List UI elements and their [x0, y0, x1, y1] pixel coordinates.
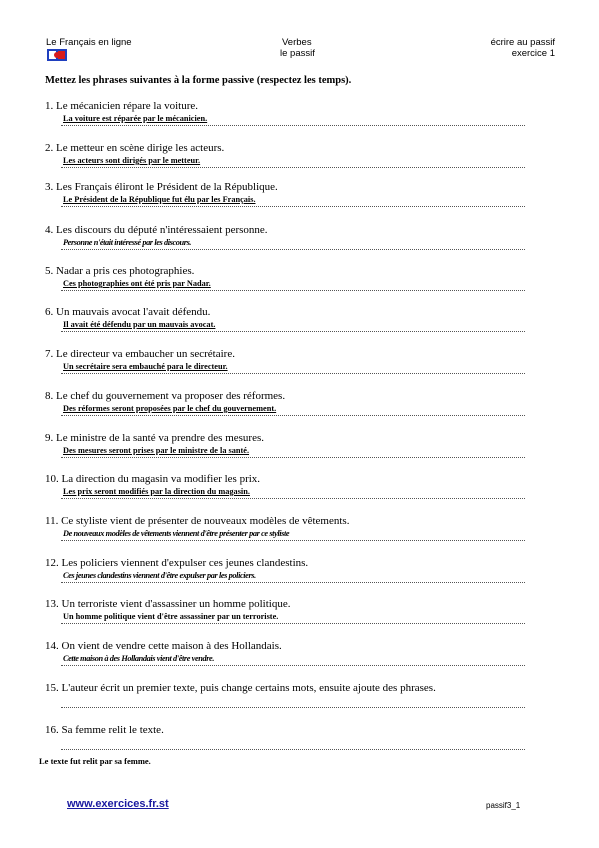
answer-line	[61, 457, 525, 458]
site-name: Le Français en ligne	[46, 37, 132, 48]
question-text: 11. Ce styliste vient de présenter de nouveaux modèles de vêtements.	[45, 515, 350, 527]
answer-text: Les acteurs sont dirigés par le metteur.	[63, 156, 201, 165]
answer-line	[61, 125, 525, 126]
answer-text: Un homme politique vient d'être assassiner par un terroriste.	[63, 612, 279, 621]
exercise-item-2	[45, 142, 525, 184]
answer-text: Personne n'était intéressé par les discours.	[63, 238, 192, 247]
question-text: 6. Un mauvais avocat l'avait défendu.	[45, 306, 211, 318]
instruction: Mettez les phrases suivantes à la forme passive (respectez les temps).	[45, 75, 352, 86]
question-text: 13. Un terroriste vient d'assassiner un homme politique.	[45, 598, 291, 610]
answer-text: Cette maison à des Hollandais vient d'être vendre.	[63, 654, 214, 663]
flag-logo-icon	[47, 49, 67, 61]
answer-line	[61, 167, 525, 168]
footer-site-link[interactable]: www.exercices.fr.st	[67, 798, 169, 810]
exercise-item-16	[39, 724, 525, 766]
answer-text: Des réformes seront proposées par le chef du gouvernement.	[63, 404, 277, 413]
question-text: 1. Le mécanicien répare la voiture.	[45, 100, 199, 112]
exercise-item-6	[45, 306, 525, 348]
answer-line	[61, 540, 525, 541]
answer-text: De nouveaux modèles de vêtements viennent d'être présenter par ce styliste	[63, 529, 290, 538]
exercise-item-12	[45, 557, 525, 599]
document-code: passif3_1	[486, 801, 521, 810]
exercise-item-4	[45, 224, 525, 266]
topic-line-1: Verbes	[282, 37, 312, 48]
question-text: 12. Les policiers viennent d'expulser ces jeunes clandestins.	[45, 557, 309, 569]
answer-line	[61, 373, 525, 374]
answer-line	[61, 331, 525, 332]
answer-line	[61, 707, 525, 708]
exercise-item-11	[45, 515, 525, 557]
answer-text: Les prix seront modifiés par la direction du magasin.	[63, 487, 250, 496]
exercise-item-9	[45, 432, 525, 474]
answer-line	[61, 623, 525, 624]
answer-text: Le texte fut relit par sa femme.	[39, 756, 151, 766]
exercise-item-15	[45, 682, 525, 724]
question-text: 4. Les discours du député n'intéressaient personne.	[45, 224, 268, 236]
answer-line	[61, 415, 525, 416]
title-line-1: écrire au passif	[490, 37, 555, 48]
answer-text: Un secrétaire sera embauché para le directeur.	[63, 362, 228, 371]
question-text: 7. Le directeur va embaucher un secrétaire.	[45, 348, 235, 360]
exercise-item-8	[45, 390, 525, 432]
answer-line	[61, 206, 525, 207]
exercise-item-13	[45, 598, 525, 640]
answer-text: Ces jeunes clandestins viennent d'être expulser par les policiers.	[63, 571, 256, 580]
answer-line	[61, 290, 525, 291]
answer-line	[61, 749, 525, 750]
answer-text: Des mesures seront prises par le ministre de la santé.	[63, 446, 250, 455]
answer-line	[61, 665, 525, 666]
exercise-item-5	[45, 265, 525, 307]
question-text: 9. Le ministre de la santé va prendre des mesures.	[45, 432, 265, 444]
answer-text: Le Président de la République fut élu par les Français.	[63, 195, 256, 204]
answer-line	[61, 498, 525, 499]
exercise-item-3	[45, 181, 525, 223]
answer-text: La voiture est réparée par le mécanicien.	[63, 114, 208, 123]
answer-text: Il avait été défendu par un mauvais avocat.	[63, 320, 216, 329]
question-text: 5. Nadar a pris ces photographies.	[45, 265, 195, 277]
answer-line	[61, 582, 525, 583]
title-line-2: exercice 1	[511, 48, 555, 59]
exercise-item-7	[45, 348, 525, 390]
question-text: 14. On vient de vendre cette maison à des Hollandais.	[45, 640, 282, 652]
question-text: 8. Le chef du gouvernement va proposer des réformes.	[45, 390, 286, 402]
exercise-item-10	[45, 473, 525, 515]
question-text: 10. La direction du magasin va modifier les prix.	[45, 473, 261, 485]
question-text: 3. Les Français éliront le Président de la République.	[45, 181, 278, 193]
question-text: 16. Sa femme relit le texte.	[45, 724, 164, 736]
exercise-item-1	[45, 100, 525, 142]
answer-text: Ces photographies ont été pris par Nadar.	[63, 279, 211, 288]
topic-line-2: le passif	[280, 48, 315, 59]
answer-line	[61, 249, 525, 250]
question-text: 15. L'auteur écrit un premier texte, puis change certains mots, ensuite ajoute des phrases.	[45, 682, 436, 694]
exercise-item-14	[45, 640, 525, 682]
question-text: 2. Le metteur en scène dirige les acteurs.	[45, 142, 225, 154]
